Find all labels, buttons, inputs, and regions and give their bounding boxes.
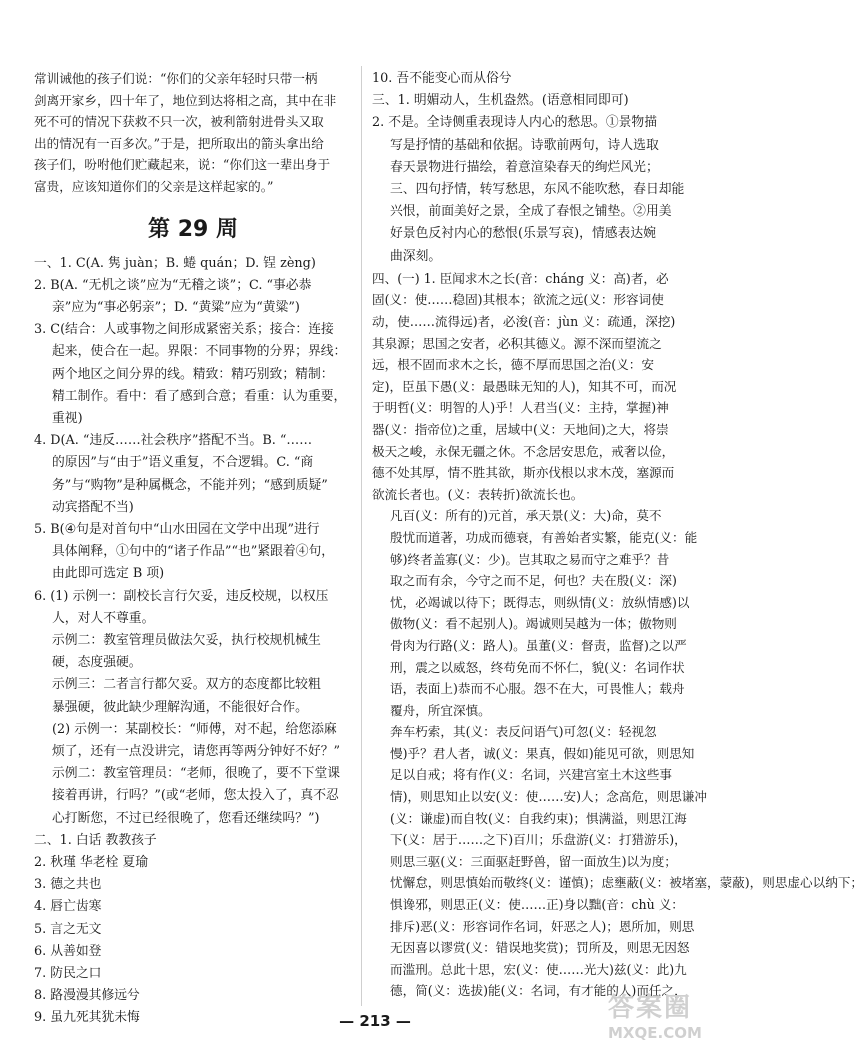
answer-item xyxy=(34,519,352,586)
answer-item xyxy=(34,586,352,830)
text-line: 情)，则思知止以安(义：使……安)人；念高危，则思谦冲 xyxy=(390,789,707,805)
text-line: 常训诫他的孩子们说：“你们的父亲年轻时只带一柄 xyxy=(34,71,318,86)
answer-line: 9. 虽九死其犹未悔 xyxy=(34,1010,140,1026)
answer-line: 4. 唇亡齿寒 xyxy=(34,899,102,915)
answer-line: 8. 路漫漫其修远兮 xyxy=(34,988,140,1004)
answer-line: 3. 德之共也 xyxy=(34,877,102,893)
text-line: 刑，震之以威怒，终苟免而不怀仁，貌(义：名词作状 xyxy=(390,659,685,675)
classical-paragraph-2 xyxy=(372,505,698,721)
answer-line: 示例三：二者言行都欠妥。双方的态度都比较粗 xyxy=(52,677,321,693)
answer-item xyxy=(34,941,352,963)
answer-line: 2. 秋瑾 华老栓 夏瑜 xyxy=(34,855,148,871)
text-line: 慢)乎？君人者，诚(义：果真，假如)能见可欲，则思知 xyxy=(390,745,695,761)
answer-item xyxy=(34,830,352,852)
text-line: 死不可的情况下获救不只一次，被利箭射进骨头又取 xyxy=(34,114,324,130)
watermark-title: 答案圈 xyxy=(608,993,693,1023)
answer-line: 的原因”与“由于”语义重复，不合逻辑。C. “商 xyxy=(52,455,314,471)
watermark-logo xyxy=(608,987,736,1047)
answer-line: 示例二：教室管理员：“老师，很晚了，要不下堂课 xyxy=(52,766,341,782)
text-line: 骨肉为行路(义：路人)。虽董(义：督责，监督)之以严 xyxy=(390,637,687,653)
answer-line: (2) 示例一：某副校长：“师傅，对不起，给您添麻 xyxy=(52,721,337,737)
watermark-url: MXQE.COM xyxy=(608,1024,702,1042)
text-line: 忧懈怠，则思慎始而敬终(义：谨慎)；虑壅蔽(义：被堵塞，蒙蔽)，则思虚心以纳下； xyxy=(390,875,863,891)
left-answer-list xyxy=(34,253,352,1030)
answer-line: 5. B(④句是对首句中“山水田园在文学中出现”进行 xyxy=(34,522,320,537)
text-line: 极天之峻，永保无疆之休。不念居安思危，戒奢以俭， xyxy=(372,443,675,459)
answer-line: 兴恨，前面美好之景，全成了春恨之铺垫。②用美 xyxy=(390,204,672,220)
answer-item xyxy=(34,852,352,874)
text-line: 固(义：使……稳固)其根本；欲流之远(义：形容词使 xyxy=(372,292,664,308)
answer-line: 硬，态度强硬。 xyxy=(52,655,142,671)
answer-item xyxy=(372,90,694,112)
text-line: 定)，臣虽下愚(义：最愚昧无知的人)，知其不可，而况 xyxy=(372,378,677,394)
answer-line: 人，对人不尊重。 xyxy=(52,610,155,626)
answer-item xyxy=(34,253,352,275)
text-line: 傲物(义：看不起别人)。竭诚则吴越为一体；傲物则 xyxy=(390,616,677,632)
text-line: 四、(一) 1. 臣闻求木之长(音：cháng 义：高)者，必 xyxy=(372,270,669,286)
answer-item xyxy=(34,919,352,941)
answer-item xyxy=(372,112,694,267)
answer-line: 6. (1) 示例一：副校长言行欠妥，违反校规，以权压 xyxy=(34,588,329,604)
text-line: 器(义：指帝位)之重，居域中(义：天地间)之大，将崇 xyxy=(372,421,669,437)
answer-line: 三、1. 明媚动人，生机盎然。(语意相同即可) xyxy=(372,93,629,109)
answer-line: 示例二：教室管理员做法欠妥，执行校规机械生 xyxy=(52,633,321,649)
text-line: 够)终者盖寡(义：少)。岂其取之易而守之难乎？昔 xyxy=(390,551,670,567)
text-line: 惧谗邪，则思正(义：使……正)身以黜(音：chù 义： xyxy=(390,897,684,913)
answer-line: 具体阐释，①句中的“诸子作品”“也”紧跟着④句， xyxy=(52,544,335,560)
answer-line: 暴强硬，彼此缺少理解沟通，不能很好合作。 xyxy=(52,699,308,715)
right-answer-list xyxy=(372,68,694,268)
text-line: 则思三驱(义：三面驱赶野兽，留一面放生)以为度； xyxy=(390,853,677,869)
left-column xyxy=(34,68,352,1030)
text-line: 下(义：居于……之下)百川；乐盘游(义：打猎游乐)， xyxy=(390,832,687,848)
answer-line: 4. D(A. “违反……社会秩序”搭配不当。B. “…… xyxy=(34,433,313,449)
text-line: 排斥)恶(义：形容词作名词，奸恶之人)；恩所加，则思 xyxy=(390,918,695,934)
text-line: 剑离开家乡，四十年了，地位到达将相之高，其中在非 xyxy=(34,92,337,108)
column-divider xyxy=(361,66,362,1006)
text-line: 动，使……流得远)者，必浚(音：jùn 义：疏通，深挖) xyxy=(372,314,676,330)
answer-line: 亲”应为“事必躬亲”；D. “黄粱”应为“黄粱”) xyxy=(52,299,300,315)
answer-line: 重视) xyxy=(52,410,83,426)
answer-item xyxy=(34,430,352,519)
answer-line: 春天景物进行描绘，着意渲染春天的绚烂风光； xyxy=(390,159,659,175)
answer-line: 二、1. 白话 教教孩子 xyxy=(34,832,157,848)
text-line: 凡百(义：所有的)元首，承天景(义：大)命，莫不 xyxy=(390,508,662,524)
page-number: — 213 — xyxy=(339,1012,411,1030)
answer-line: 起来，使合在一起。界限：不同事物的分界；界线： xyxy=(52,344,347,360)
classical-paragraph-3 xyxy=(372,721,863,1002)
answer-line: 2. 不是。全诗侧重表现诗人内心的愁思。①景物描 xyxy=(372,115,658,131)
answer-item xyxy=(34,896,352,918)
text-line: 于明哲(义：明智的人)乎！人君当(义：主持，掌握)神 xyxy=(372,400,669,416)
text-line: 取之而有余，今守之而不足，何也？夫在殷(义：深) xyxy=(390,573,677,589)
answer-item xyxy=(34,985,352,1007)
text-line: (义：谦虚)而自牧(义：自我约束)；惧满溢，则思江海 xyxy=(390,810,687,826)
text-line: 无因喜以谬赏(义：错误地奖赏)；罚所及，则思无因怒 xyxy=(390,940,690,956)
answer-line: 一、1. C(A. 隽 juàn；B. 蜷 quán；D. 锃 zèng) xyxy=(34,255,316,271)
text-line: 殷忧而道著，功成而德衰，有善始者实繁，能克(义：能 xyxy=(390,529,698,545)
text-line: 覆舟，所宜深慎。 xyxy=(390,702,491,718)
text-line: 足以自戒；将有作(义：名词，兴建宫室土木这些事 xyxy=(390,767,672,783)
answer-line: 6. 从善如登 xyxy=(34,943,102,959)
text-line: 语，表面上)恭而不心服。怨不在大，可畏惟人；载舟 xyxy=(390,681,685,697)
right-column xyxy=(372,68,863,1002)
week-title: 第 29 周 xyxy=(148,216,238,242)
answer-line: 接着再讲，行吗？”(或“老师，您太投入了，真不忍 xyxy=(52,788,339,804)
text-line: 而滥刑。总此十思，宏(义：使……光大)兹(义：此)九 xyxy=(390,961,687,977)
answer-line: 心打断您，不过已经很晚了，您看还继续吗？”) xyxy=(52,810,320,826)
answer-line: 2. B(A. “无机之谈”应为“无稽之谈”；C. “事必恭 xyxy=(34,277,312,293)
text-line: 欲流长者也。(义：表转折)欲流长也。 xyxy=(372,486,584,502)
text-line: 富贵，应该知道你们的父亲是这样起家的。” xyxy=(34,178,274,194)
classical-paragraph-1 xyxy=(372,268,694,506)
answer-line: 7. 防民之口 xyxy=(34,966,102,982)
answer-line: 5. 言之无文 xyxy=(34,921,102,937)
intro-paragraph xyxy=(34,68,352,198)
answer-line: 务”与“购物”是种属概念，不能并列；“感到质疑” xyxy=(52,477,328,493)
text-line: 忧，必竭诚以待下；既得志，则纵情(义：放纵情感)以 xyxy=(390,594,690,610)
answer-item xyxy=(372,68,694,90)
answer-item xyxy=(34,275,352,319)
answer-line: 曲深刻。 xyxy=(390,248,442,264)
text-line: 德，简(义：选拔)能(义：名词，有才能的人)而任之， xyxy=(390,983,687,999)
answer-line: 两个地区之间分界的线。精致：精巧别致；精制： xyxy=(52,366,334,382)
answer-line: 烦了，还有一点没讲完，请您再等两分钟好不好？” xyxy=(52,744,341,760)
answer-line: 10. 吾不能变心而从俗兮 xyxy=(372,71,512,86)
answer-item xyxy=(34,319,352,430)
text-line: 其泉源；思国之安者，必积其德义。源不深而望流之 xyxy=(372,335,662,351)
answer-line: 精工制作。看中：看了感到合意；看重：认为重要， xyxy=(52,388,347,404)
answer-item xyxy=(34,874,352,896)
text-line: 奔车朽索，其(义：表反问语气)可忽(义：轻视忽 xyxy=(390,724,657,740)
text-line: 孩子们，吩咐他们贮藏起来，说：“你们这一辈出身于 xyxy=(34,157,331,173)
answer-line: 写是抒情的基础和依据。诗歌前两句，诗人选取 xyxy=(390,137,659,153)
text-line: 远，根不固而求木之长，德不厚而思国之治(义：安 xyxy=(372,357,654,373)
answer-line: 3. C(结合：人或事物之间形成紧密关系；接合：连接 xyxy=(34,322,334,338)
text-line: 出的情况有一百多次。”于是，把所取出的箭头拿出给 xyxy=(34,135,324,151)
answer-line: 动宾搭配不当) xyxy=(52,499,134,515)
answer-line: 由此即可选定 B 项) xyxy=(52,566,165,582)
answer-line: 好景色反衬内心的愁恨(乐景写哀)，情感表达婉 xyxy=(390,226,656,242)
text-line: 德不处其厚，情不胜其欲，斯亦伐根以求木茂，塞源而 xyxy=(372,465,675,481)
answer-item xyxy=(34,963,352,985)
answer-line: 三、四句抒情，转写愁思，东风不能吹愁，春日却能 xyxy=(390,182,685,198)
